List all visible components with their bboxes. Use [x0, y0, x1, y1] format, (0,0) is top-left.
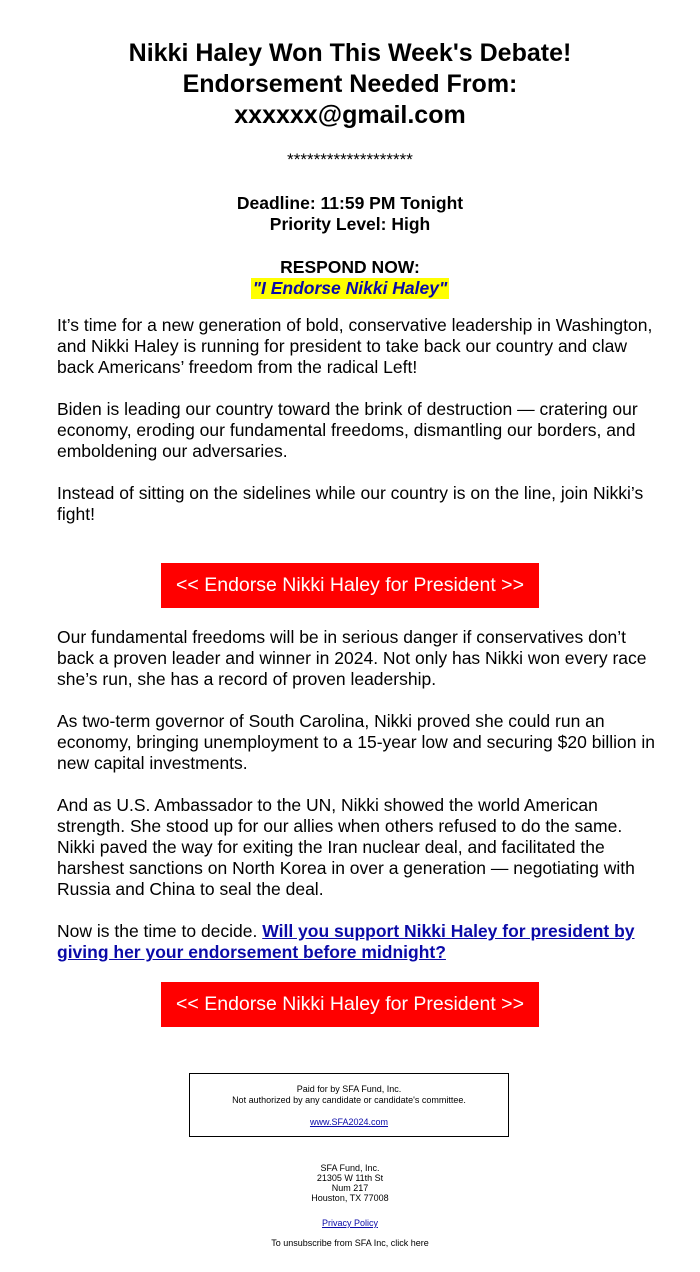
body-paragraph-4: Our fundamental freedoms will be in serious danger if conservatives don’t back a proven leader and winner in 2024. Not only has Nikki won every race she’s run, she has a record of proven leadership. [57, 627, 647, 689]
respond-label: RESPOND NOW: [280, 257, 420, 277]
address-org: SFA Fund, Inc. [320, 1163, 380, 1173]
respond-block [0, 257, 700, 299]
body-paragraph-6: And as U.S. Ambassador to the UN, Nikki showed the world American strength. She stood up for our allies when others refused to do the same. Nikki paved the way for exiting the Iran nuclear deal, and facilitated the harshest sanctions on North Korea in over a generation — negotiating with Russia and China to seal the deal. [57, 795, 635, 899]
headline-line-2: Endorsement Needed From: [182, 70, 518, 98]
mailing-address [0, 1163, 700, 1203]
endorse-button-bottom[interactable]: << Endorse Nikki Haley for President >> [161, 982, 539, 1027]
paid-for-text: Paid for by SFA Fund, Inc. [296, 1084, 402, 1094]
priority-text: Priority Level: High [269, 214, 431, 234]
body-paragraph-7 [57, 921, 657, 963]
privacy-row [0, 1218, 700, 1229]
not-authorized-text: Not authorized by any candidate or candidate's committee. [232, 1095, 466, 1105]
body-paragraph-5: As two-term governor of South Carolina, Nikki proved she could run an economy, bringing unemployment to a 15-year low and securing $20 billion in new capital investments. [57, 711, 655, 773]
headline-line-1: Nikki Haley Won This Week's Debate! [128, 39, 572, 67]
support-link[interactable]: Will you support Nikki Haley for president by giving her your endorsement before midnight? [57, 921, 635, 962]
privacy-policy-link[interactable]: Privacy Policy [321, 1218, 378, 1228]
headline [40, 38, 660, 131]
endorse-button-top[interactable]: << Endorse Nikki Haley for President >> [161, 563, 539, 608]
respond-highlight-text: "I Endorse Nikki Haley" [252, 278, 448, 298]
headline-email: xxxxxx@gmail.com [234, 101, 466, 129]
paid-for-disclaimer [189, 1073, 509, 1137]
address-unit: Num 217 [331, 1183, 369, 1193]
address-city: Houston, TX 77008 [311, 1193, 389, 1203]
website-link[interactable]: www.SFA2024.com [309, 1117, 389, 1127]
star-divider: ******************* [287, 150, 413, 169]
body-paragraph-2: Biden is leading our country toward the brink of destruction — cratering our economy, eroding our fundamental freedoms, dismantling our borders, and emboldening our adversaries. [57, 399, 638, 461]
body-paragraph-3: Instead of sitting on the sidelines while our country is on the line, join Nikki’s fight! [57, 483, 644, 524]
address-street: 21305 W 11th St [316, 1173, 384, 1183]
deadline-block [0, 193, 700, 235]
unsubscribe-text[interactable]: To unsubscribe from SFA Inc, click here [271, 1238, 429, 1248]
body-paragraph-1: It’s time for a new generation of bold, conservative leadership in Washington, and Nikki Haley is running for president to take back our country and claw back Americans’ freedom from the radical Left! [57, 315, 653, 377]
decision-lead-text: Now is the time to decide. [57, 921, 263, 941]
deadline-text: Deadline: 11:59 PM Tonight [236, 193, 464, 213]
